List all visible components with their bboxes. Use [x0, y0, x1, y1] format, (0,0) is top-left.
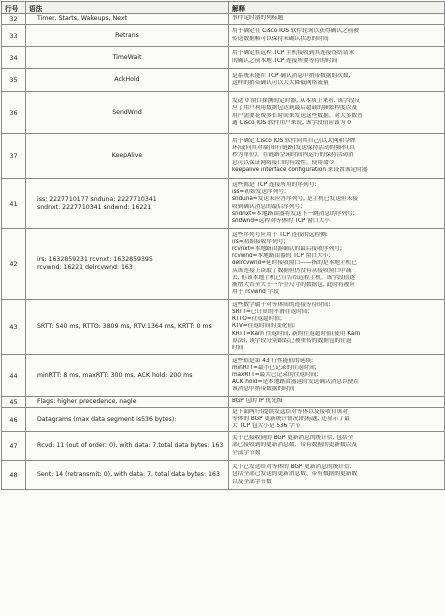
explanation-line: 关于已发送给对等体的 BGP 更新消息的统计信,	[232, 464, 352, 471]
explanation-cell	[229, 134, 445, 179]
line-number-cell: 33	[2, 25, 26, 47]
line-number-cell: 48	[2, 461, 26, 490]
explanation-line: 息可以保证网络接口的有效性。使用命令	[232, 159, 335, 166]
syntax-cell	[26, 229, 229, 300]
explanation-line: 收到确认消息的最后序列号;	[232, 203, 303, 210]
explanation-cell	[229, 92, 445, 134]
line-number-cell: 42	[2, 229, 26, 300]
header-syntax: 语法	[26, 2, 229, 14]
syntax-line: Flags: higher precedence, nagle	[37, 398, 137, 405]
syntax-cell	[26, 432, 229, 461]
table-row	[2, 25, 445, 47]
explanation-line: 是系统未能在 TCP 确认消息中捎带数据的次数,	[232, 72, 351, 79]
explanation-line: 时间	[232, 344, 244, 351]
explanation-line: 等体的 BGP 更新统计情况)的标题, 还显示了最	[232, 415, 350, 422]
table-row	[2, 47, 445, 69]
explanation-line: sndwnd=远程对等体的 TCP 窗口大小	[232, 217, 330, 224]
explanation-cell	[229, 69, 445, 92]
explanation-line: 包括全部已发送的更新消息数、带有数据的更新数	[232, 471, 358, 478]
line-number-cell: 45	[2, 397, 26, 408]
explanation-line: 这样的捎带确认可以大大降低网络流量	[232, 80, 329, 86]
explanation-line: delrcvwnd=延时接收窗口——指的是本地主机已	[232, 260, 358, 267]
syntax-cell	[26, 47, 229, 69]
explanation-line: 算法), 该字段分别跟踪已被重传的数据包的往返	[232, 337, 352, 344]
table-row	[2, 92, 445, 134]
table-row	[2, 134, 445, 179]
syntax-line: minRTT: 8 ms, maxRTT: 300 ms, ACK hold: 200 ms	[37, 371, 193, 379]
explanation-cell	[229, 432, 445, 461]
explanation-line: 用于确定 Cisco IOS 软件向其自己(以太网和令牌	[232, 138, 356, 145]
explanation-cell	[229, 179, 445, 229]
syntax-line: Timer, Starts, Wakeups, Next	[37, 15, 127, 22]
explanation-line: BGP 包的 IP 优先级	[232, 398, 283, 405]
table-row	[2, 300, 445, 355]
table-row	[2, 432, 445, 461]
explanation-cell	[229, 461, 445, 490]
explanation-cell	[229, 14, 445, 25]
explanation-cell	[229, 397, 445, 408]
explanation-line: SRTT=已计算的平滑往返时间;	[232, 309, 310, 316]
explanation-line: 事件定时器的列标题	[232, 15, 284, 22]
table-row	[2, 69, 445, 92]
explanation-line: 这些数字属于对等体间的连接等待时间:	[232, 302, 331, 309]
explanation-line: 这些都是 TCP 连接所用的序列号:	[232, 182, 317, 189]
explanation-line: 这些序列号应用于 TCP 连接的远程侧:	[232, 232, 328, 239]
syntax-line: rcvwnd: 16221 delrcvwnd: 163	[37, 264, 133, 271]
syntax-line: KeepAlive	[111, 152, 143, 159]
line-number-cell: 36	[2, 92, 26, 134]
table-row	[2, 229, 445, 300]
syntax-cell	[26, 408, 229, 432]
explanation-line: 用户需要花费多长时间来发送这些数据。对大多数普	[232, 112, 363, 119]
explanation-line: 传送数据帧可以保持未确认状态的时间	[232, 35, 329, 42]
syntax-cell	[26, 355, 229, 397]
explanation-line: 以及全部字节数	[232, 478, 272, 485]
line-number-cell: 43	[2, 300, 26, 355]
line-number-cell: 34	[2, 47, 26, 69]
explanation-line: 全部字节数	[232, 449, 261, 456]
explanation-cell	[229, 47, 445, 69]
line-number-cell: 35	[2, 69, 26, 92]
explanation-line: KRTT=Karn 往返时间, 新的往返超时值(使用 Karn	[232, 330, 361, 337]
syntax-cell	[26, 69, 229, 92]
syntax-cell	[26, 14, 229, 25]
line-number-cell: 41	[2, 179, 26, 229]
syntax-line: irs: 1632859231 rcvnxt: 1632859395	[37, 256, 153, 263]
explanation-line: 用于 rcvwnd 字段	[232, 288, 279, 295]
explanation-line: keepalive interface configuration 来设置该定时器	[232, 166, 368, 173]
syntax-line: SendWnd	[112, 108, 142, 116]
syntax-cell	[26, 461, 229, 490]
explanation-line: 该消息中捎带数据的时间	[232, 386, 295, 393]
explanation-line: RTTO=往返超时值;	[232, 316, 282, 323]
table-body	[2, 14, 445, 490]
explanation-cell	[229, 408, 445, 432]
syntax-cell	[26, 397, 229, 408]
explanation-line: 大 TCP 包大小是 536 字节	[232, 423, 301, 430]
table-row	[2, 461, 445, 490]
table-row	[2, 408, 445, 432]
syntax-cell	[26, 92, 229, 134]
syntax-cell	[26, 134, 229, 179]
line-number-cell: 37	[2, 134, 26, 179]
explanation-cell	[229, 25, 445, 47]
explanation-line: 用于确定在 Cisco IOS 软件轮询以获得确认之前被	[232, 28, 359, 35]
syntax-line: Datagrams (max data segment is536 bytes):	[37, 415, 177, 423]
table-header-row	[2, 2, 445, 14]
table-row	[2, 397, 445, 408]
explanation-cell	[229, 229, 445, 300]
explanation-line: 应了用户利用数据包达到最后超载的频繁程度以及	[232, 105, 358, 112]
explanation-cell	[229, 300, 445, 355]
header-line-number: 行号	[2, 2, 26, 14]
syntax-cell	[26, 179, 229, 229]
explanation-line: minRTT=最小已记录的往返时间;	[232, 364, 317, 371]
explanation-line: 是下面两行(提供发送给对等体以及接收自该对	[232, 408, 348, 415]
explanation-cell	[229, 355, 445, 397]
syntax-line: Retrans	[115, 31, 139, 39]
explanation-line: rcvwnd=本地路由器的 TCP 窗口大小;	[232, 253, 331, 260]
explanation-line: snduna=发送未应答序列号, 是主机已发送但未接	[232, 196, 358, 203]
explanation-line: 发送 0 窗口探测的定时器, 从本质上来看, 该字段反	[232, 98, 361, 105]
line-number-cell: 44	[2, 355, 26, 397]
syntax-line: AckHold	[114, 76, 140, 83]
explanation-line: sndnxt=本地路由器将发送下一跳消息的序列号;	[232, 210, 355, 217]
table-row	[2, 14, 445, 25]
syntax-line: sndnxt: 2227710341 sndwnd: 16221	[37, 203, 152, 211]
explanation-line: 通 Cisco IOS 软件用户来说, 该字段值应该为 0	[232, 119, 351, 126]
syntax-cell	[26, 25, 229, 47]
table-row	[2, 179, 445, 229]
syntax-line: Sent: 14 (retransmit: 0), with data: 7, total data bytes: 163	[37, 471, 220, 478]
explanation-line: RTV=往返时间的变化值;	[232, 323, 296, 330]
explanation-line: 关于已接收到的 BGP 更新消息的统计信, 包括全	[232, 435, 354, 442]
syntax-line: iss: 2227710177 snduna: 2227710341	[37, 195, 157, 203]
syntax-cell	[26, 300, 229, 355]
explanation-line: 从该连接上读取了数据但仍没有从接收窗口中减	[232, 267, 352, 274]
explanation-line: 渐增大直至大于一个全尺寸的数据包, 此时将被应	[232, 281, 356, 288]
explanation-line: 用于确定在远程 TCP 主机接收到其连接终结请求	[232, 50, 355, 57]
explanation-line: ACK hold=是本地路由器延时发送确认消息以便在	[232, 379, 360, 386]
explanation-line: iss=初始发送序列号;	[232, 189, 287, 196]
table-row	[2, 355, 445, 397]
syntax-line: Rcvd: 11 (out of order: 0), with data: 7,total data bytes: 163	[37, 442, 224, 449]
line-number-cell: 47	[2, 432, 26, 461]
explanation-line: irs=初始接收序列号;	[232, 239, 286, 246]
explanation-line: 部已接收到的更新消息数、带有数据的更新数以及	[232, 442, 358, 449]
explanation-line: maxRTT=最大已记录的往返时间;	[232, 371, 319, 378]
command-output-table	[1, 1, 445, 490]
explanation-line: 的确认之前本地 TCP 连接所要等待的时间	[232, 57, 338, 64]
explanation-line: 环)或向其对端(串行链路)发送保持活动的频率(以	[232, 145, 355, 152]
header-explanation: 解释	[229, 2, 445, 14]
line-number-cell: 46	[2, 408, 26, 432]
explanation-line: 去, 但该本地主机已宣告给远程主机。该字段值逐	[232, 274, 356, 281]
line-number-cell: 32	[2, 14, 26, 25]
syntax-line: SRTT: 540 ms, RTTO: 3809 ms, RTV:1364 ms, KRTT: 0 ms	[37, 323, 212, 330]
explanation-line: 秒为单位)。在链路空闲时间内运行的保持活动消	[232, 152, 354, 159]
explanation-line: rcvnxt=本地路由器确认的最后接收序列号;	[232, 246, 342, 253]
syntax-line: TimeWait	[112, 53, 142, 61]
explanation-line: 这些值是第 43 行性能值的延续:	[232, 357, 314, 364]
